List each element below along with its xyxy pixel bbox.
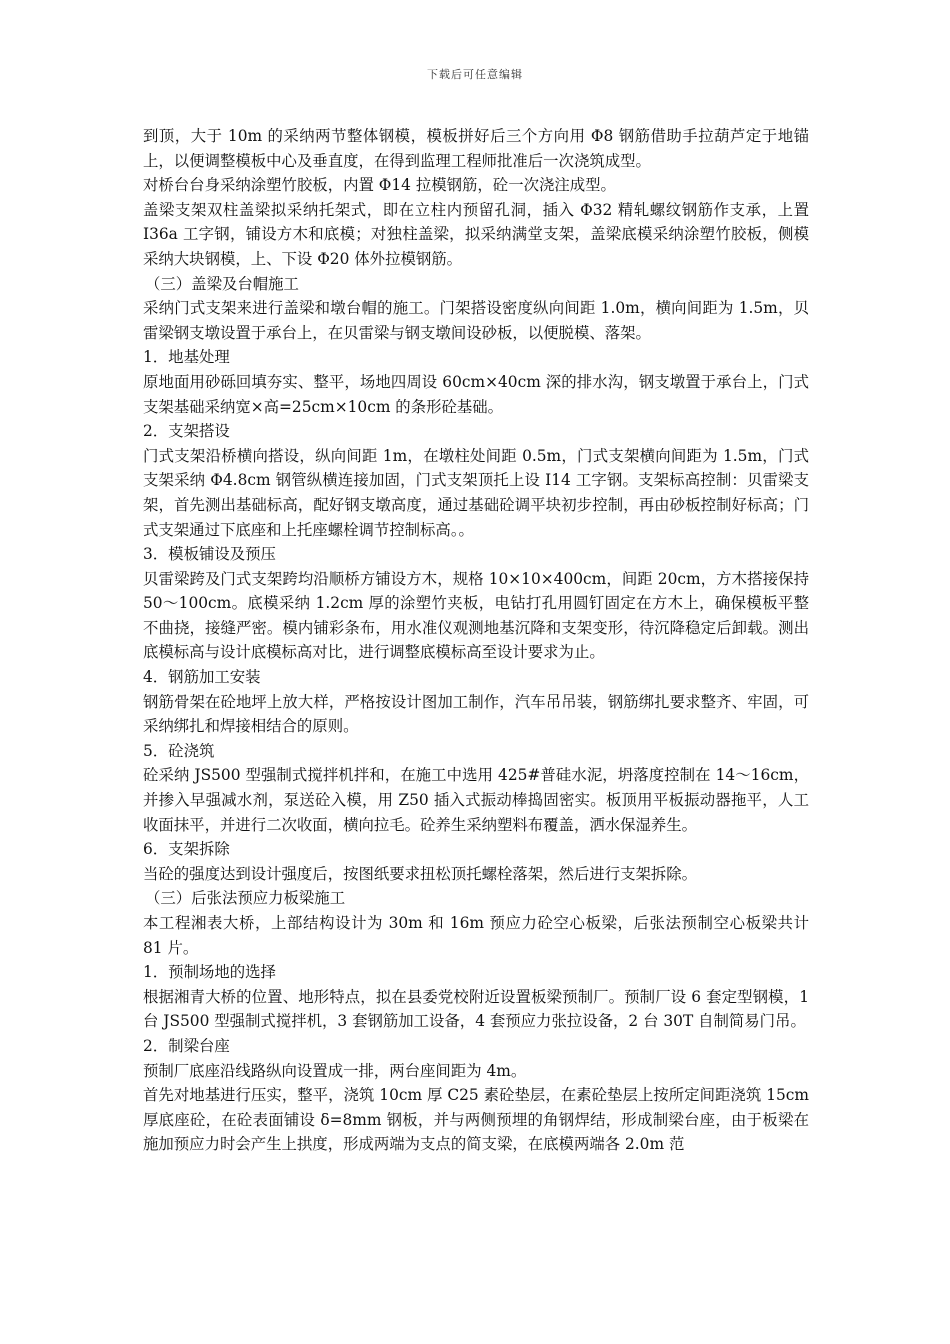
- body-paragraph: 钢筋骨架在砼地坪上放大样，严格按设计图加工制作，汽车吊吊装，钢筋绑扎要求整齐、牢固，可采纳绑扎和焊接相结合的原则。: [143, 692, 809, 736]
- body-paragraph: 原地面用砂砾回填夯实、整平，场地四周设 60cm×40cm 深的排水沟，钢支墩置于承台上，门式支架基础采纳宽×高=25cm×10cm 的条形砼基础。: [143, 372, 809, 416]
- section-heading: （三）后张法预应力板梁施工: [145, 889, 346, 908]
- document-body: [143, 124, 809, 1157]
- body-paragraph: 当砼的强度达到设计强度后，按图纸要求扭松顶托螺栓落架，然后进行支架拆除。: [143, 864, 698, 883]
- body-paragraph: 根据湘青大桥的位置、地形特点，拟在县委党校附近设置板梁预制厂。预制厂设 6 套定型钢模，1 台 JS500 型强制式搅拌机，3 套钢筋加工设备，4 套预应力张拉设备，2 台 30T 自制简易门吊。: [143, 987, 809, 1031]
- body-paragraph: 贝雷梁跨及门式支架跨均沿顺桥方铺设方木，规格 10×10×400cm，间距 20cm，方木搭接保持 50～100cm。底模采纳 1.2cm 厚的涂塑竹夹板，电钻打孔用圆钉固定在方木上，确保模板平整不曲挠，接缝严密。模内铺彩条布，用水准仪观测地基沉降和支架变形，待沉降稳定后卸载。测出底模标高与设计底模标高对比，进行调整底模标高至设计要求为止。: [143, 569, 809, 662]
- body-paragraph: 门式支架沿桥横向搭设，纵向间距 1m，在墩柱处间距 0.5m，门式支架横向间距为 1.5m，门式支架采纳 Φ4.8cm 钢管纵横连接加固，门式支架顶托上设 I14 工字钢。支架标高控制：贝雷梁支架，首先测出基础标高，配好钢支墩高度，通过基础砼调平块初步控制，再由砂板控制好标高；门式支架通过下底座和上托座螺栓调节控制标高。。: [143, 446, 809, 539]
- body-paragraph: 到顶，大于 10m 的采纳两节整体钢模，模板拼好后三个方向用 Φ8 钢筋借助手拉葫芦定于地锚上，以便调整模板中心及垂直度，在得到监理工程师批准后一次浇筑成型。: [143, 127, 809, 170]
- subsection-heading: 2．制梁台座: [143, 1036, 230, 1055]
- subsection-heading: 1．地基处理: [143, 348, 230, 367]
- subsection-heading: 6．支架拆除: [143, 840, 230, 859]
- body-paragraph: 预制厂底座沿线路纵向设置成一排，两台座间距为 4m。: [143, 1061, 527, 1080]
- subsection-heading: 2．支架搭设: [143, 422, 230, 441]
- subsection-heading: 4．钢筋加工安装: [143, 668, 261, 687]
- subsection-heading: 3．模板铺设及预压: [143, 545, 276, 564]
- body-paragraph: 首先对地基进行压实，整平，浇筑 10cm 厚 C25 素砼垫层，在素砼垫层上按所定间距浇筑 15cm 厚底座砼，在砼表面铺设 δ=8mm 钢板，并与两侧预埋的角钢焊结，形成制梁台座，由于板梁在施加预应力时会产生上拱度，形成两端为支点的简支梁，在底模两端各 2.0m 范: [143, 1086, 809, 1154]
- subsection-heading: 1．预制场地的选择: [143, 963, 276, 982]
- page-header: 下载后可任意编辑: [427, 68, 523, 81]
- section-heading: （三）盖梁及台帽施工: [145, 274, 299, 293]
- body-paragraph: 对桥台台身采纳涂塑竹胶板，内置 Φ14 拉模钢筋，砼一次浇注成型。: [143, 176, 616, 195]
- subsection-heading: 5．砼浇筑: [143, 741, 215, 760]
- body-paragraph: 盖梁支架双柱盖梁拟采纳托架式，即在立柱内预留孔洞，插入 Φ32 精轧螺纹钢筋作支承，上置 I36a 工字钢，铺设方木和底模；对独柱盖梁，拟采纳满堂支架，盖梁底模采纳涂塑竹胶板，侧模采纳大块钢模，上、下设 Φ20 体外拉模钢筋。: [143, 200, 809, 268]
- body-paragraph: 本工程湘表大桥，上部结构设计为 30m 和 16m 预应力砼空心板梁，后张法预制空心板梁共计 81 片。: [143, 914, 809, 957]
- body-paragraph: 砼采纳 JS500 型强制式搅拌机拌和，在施工中选用 425#普硅水泥，坍落度控制在 14～16cm，并掺入早强减水剂，泵送砼入模，用 Z50 插入式振动棒捣固密实。板顶用平板振动器拖平，人工收面抹平，并进行二次收面，横向拉毛。砼养生采纳塑料布覆盖，洒水保湿养生。: [143, 766, 809, 834]
- body-paragraph: 采纳门式支架来进行盖梁和墩台帽的施工。门架搭设密度纵向间距 1.0m，横向间距为 1.5m，贝雷梁钢支墩设置于承台上，在贝雷梁与钢支墩间设砂板，以便脱模、落架。: [143, 299, 809, 342]
